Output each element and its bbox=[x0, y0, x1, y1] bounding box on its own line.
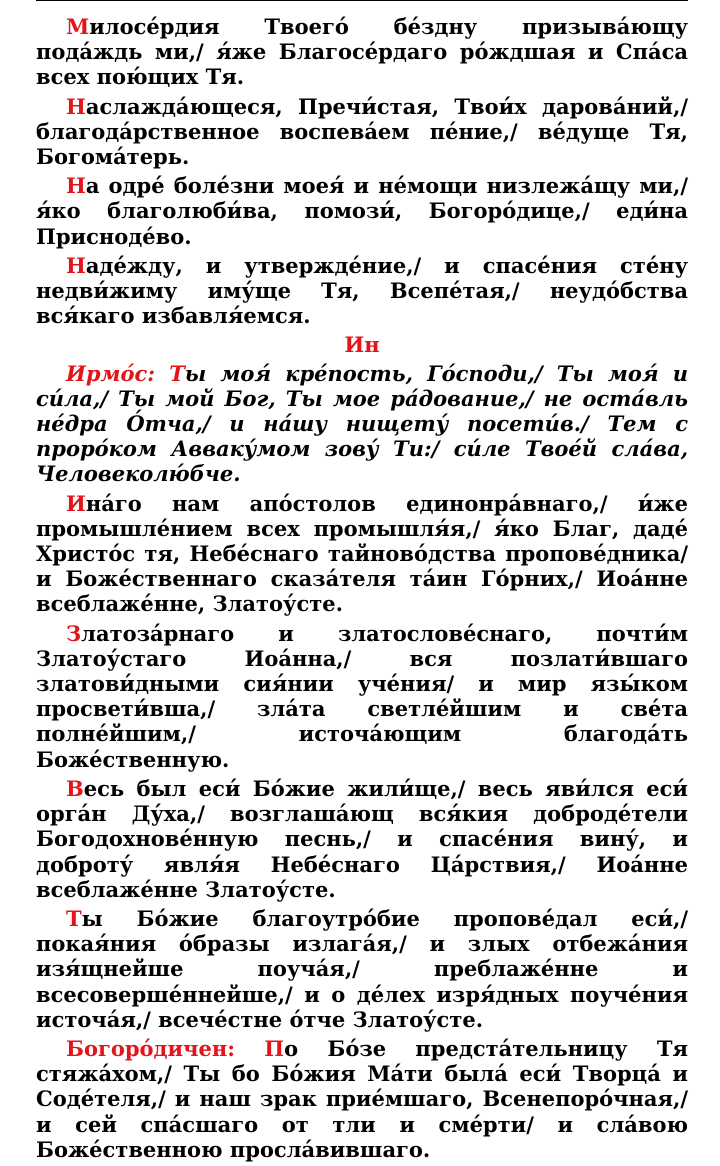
paragraph-text: есь был еси́ Бо́жие жили́ще,/ весь яви́лся еси́ орга́н Ду́ха,/ возглаша́ющ вся́кия доброде́тели Богодохнове́нную песнь,/ и спасе́ния вину́, и доброту́ явля́я Небе́снаго Ца́рствия,/ Иоа́нне всеблаже́нне Златоу́сте. bbox=[36, 775, 688, 902]
text-column bbox=[36, 14, 688, 1166]
troparion-paragraph bbox=[36, 94, 688, 170]
troparion-paragraph bbox=[36, 14, 688, 90]
troparion-paragraph bbox=[36, 776, 688, 902]
red-initial: Т bbox=[66, 905, 82, 931]
theotokion-label: Богоро́дичен: bbox=[66, 1035, 265, 1061]
troparion-paragraph bbox=[36, 173, 688, 249]
top-rule bbox=[36, 0, 688, 1]
irmos-paragraph bbox=[36, 361, 688, 487]
paragraph-text: латоза́рнаго и златослове́снаго, почти́м Златоу́стаго Иоа́нна,/ вся позлати́вшаго златови́дными сия́нии уче́ния/ и мир язы́ком просвети́вша,/ зла́та светле́йшим и све́та полне́йшим,/ источа́ющим благода́ть Боже́ственную. bbox=[36, 620, 688, 772]
section-heading: Ин bbox=[344, 332, 380, 358]
troparion-paragraph bbox=[36, 491, 688, 617]
theotokion-paragraph bbox=[36, 1036, 688, 1162]
theotokion-text: о Бо́зе предста́тельницу Тя стяжа́хом,/ Ты бо Бо́жия Ма́ти была́ еси́ Творца́ и Соде́теля,/ и наш зрак прие́мшаго, Всенепоро́чная,/ и сей спа́сшаго от тли и сме́рти/ и сла́вою Боже́ственною просла́вившаго. bbox=[36, 1035, 688, 1162]
troparion-paragraph bbox=[36, 906, 688, 1032]
red-initial: Т bbox=[169, 360, 185, 386]
red-initial: Н bbox=[66, 93, 86, 119]
red-initial: П bbox=[264, 1035, 285, 1061]
red-initial: В bbox=[66, 775, 84, 801]
troparion-paragraph bbox=[36, 253, 688, 329]
red-initial: Н bbox=[66, 173, 86, 199]
red-initial: И bbox=[66, 490, 86, 516]
troparion-paragraph bbox=[36, 621, 688, 772]
paragraph-text: аслажда́ющеся, Пречи́стая, Твои́х дарова́ний,/ благода́рственное воспева́ем пе́ние,/ ве́дуще Тя, Богома́терь. bbox=[36, 93, 688, 170]
irmos-text: ы моя́ кре́пость, Го́споди,/ Ты моя́ и си́ла,/ Ты мой Бог, Ты мое ра́дование,/ не оста́вль не́дра О́тча,/ и на́шу нищету́ посети́в./ Тем с проро́ком Авваку́мом зову́ Ти:/ си́ле Твое́й сла́ва, Человеколю́бче. bbox=[36, 360, 688, 487]
red-initial: З bbox=[66, 620, 82, 646]
red-initial: Н bbox=[66, 252, 86, 278]
red-initial: М bbox=[66, 14, 90, 39]
paragraph-text: илосе́рдия Твоего́ бе́здну призыва́ющу пода́ждь ми,/ я́же Благосе́рдаго ро́ждшая и Спа́са всех пою́щих Тя. bbox=[36, 14, 688, 90]
paragraph-text: аде́жду, и утвержде́ние,/ и спасе́ния сте́ну недви́жиму иму́ще Тя, Всепе́тая,/ неудо́бства вся́каго избавля́емся. bbox=[36, 252, 688, 329]
paragraph-text: ы Бо́жие благоутро́бие пропове́дал еси́,/ покая́ния о́бразы излага́я,/ и злых отбежа́ния изя́щнейше поуча́я,/ преблаже́нне и всесоверше́ннейше,/ и о де́лех изря́дных поуче́ния источа́я,/ всече́стне о́тче Златоу́сте. bbox=[36, 905, 688, 1032]
irmos-label: Ирмо́с: bbox=[66, 360, 170, 386]
paragraph-text: на́го нам апо́столов единонра́внаго,/ и́же промышле́нием всех промышля́я,/ я́ко Благ, даде́ Христо́с тя, Небе́снаго тайново́дства пропове́дника/ и Боже́ственнаго сказа́теля та́ин Го́рних,/ Иоа́нне всеблаже́нне, Златоу́сте. bbox=[36, 490, 688, 617]
paragraph-text: а одре́ боле́зни моея́ и не́мощи низлежа́щу ми,/ я́ко благолюби́ва, помози́, Богоро́дице,/ еди́на Присноде́во. bbox=[36, 173, 688, 249]
